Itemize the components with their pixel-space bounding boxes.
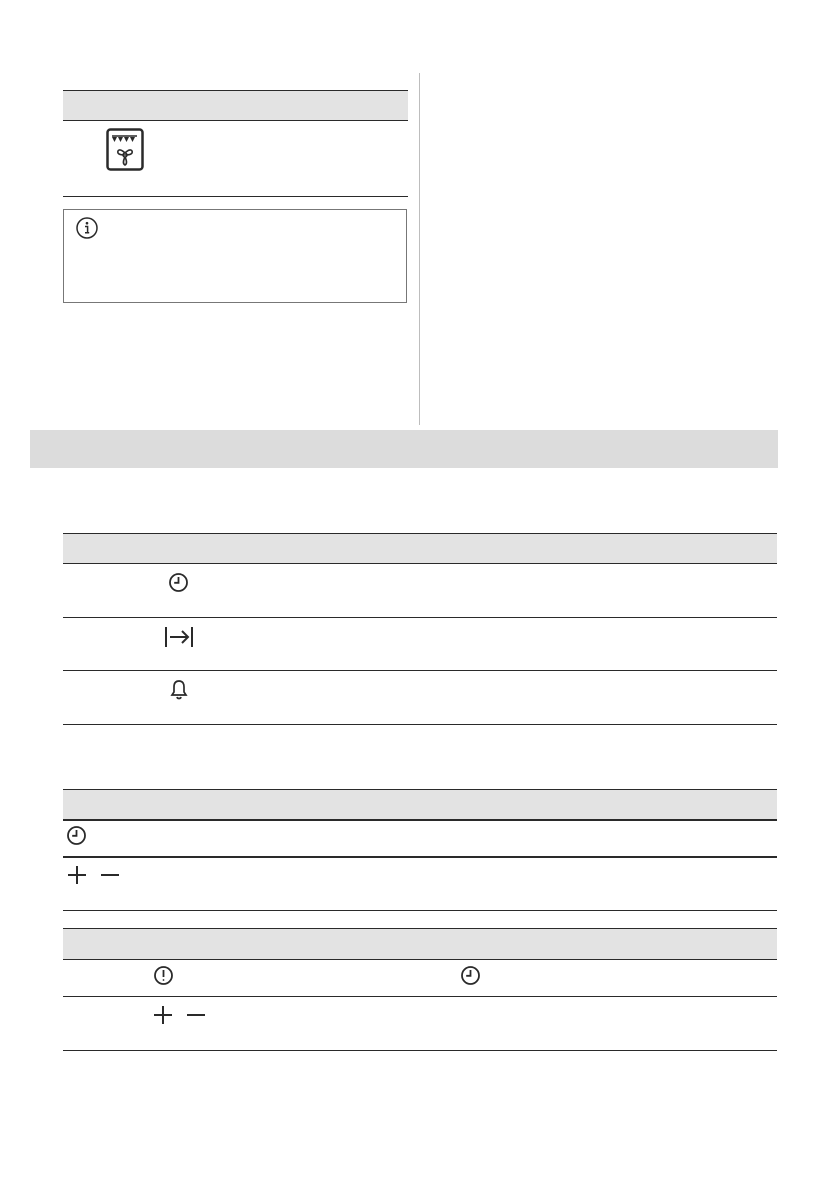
table-header-bottom-rule	[63, 120, 408, 121]
table-header-top-rule	[63, 789, 777, 790]
clock-icon	[460, 965, 481, 986]
table-header-bottom-rule	[63, 563, 777, 564]
info-note-box	[63, 209, 407, 303]
power-icon	[153, 965, 174, 986]
table-header-bottom-rule	[63, 959, 777, 960]
minus-icon	[185, 1004, 207, 1026]
table-header-top-rule	[63, 928, 777, 929]
clock-icon	[66, 825, 87, 846]
row-rule	[63, 996, 777, 997]
table-bottom-rule	[63, 910, 777, 911]
plus-icon	[152, 1004, 174, 1026]
bell-icon	[169, 679, 189, 701]
top-heat-fan-icon	[106, 128, 144, 171]
row-rule	[63, 670, 777, 671]
table-header	[63, 790, 777, 819]
column-divider	[419, 73, 420, 425]
arrow-to-bar-icon	[163, 625, 195, 649]
table-header	[63, 929, 777, 959]
table-bottom-rule	[63, 724, 777, 725]
table-header	[63, 91, 408, 120]
info-icon	[75, 216, 99, 240]
row-rule	[63, 617, 777, 618]
table-header-top-rule	[63, 90, 408, 91]
row-rule	[63, 856, 777, 858]
table-header-bottom-rule	[63, 819, 777, 821]
table-bottom-rule	[63, 196, 408, 197]
table-header	[63, 534, 777, 563]
minus-icon	[99, 864, 121, 886]
plus-icon	[66, 864, 88, 886]
table-header-top-rule	[63, 533, 777, 534]
table-bottom-rule	[63, 1050, 777, 1051]
clock-icon	[168, 572, 189, 593]
section-heading-bar	[30, 430, 778, 468]
